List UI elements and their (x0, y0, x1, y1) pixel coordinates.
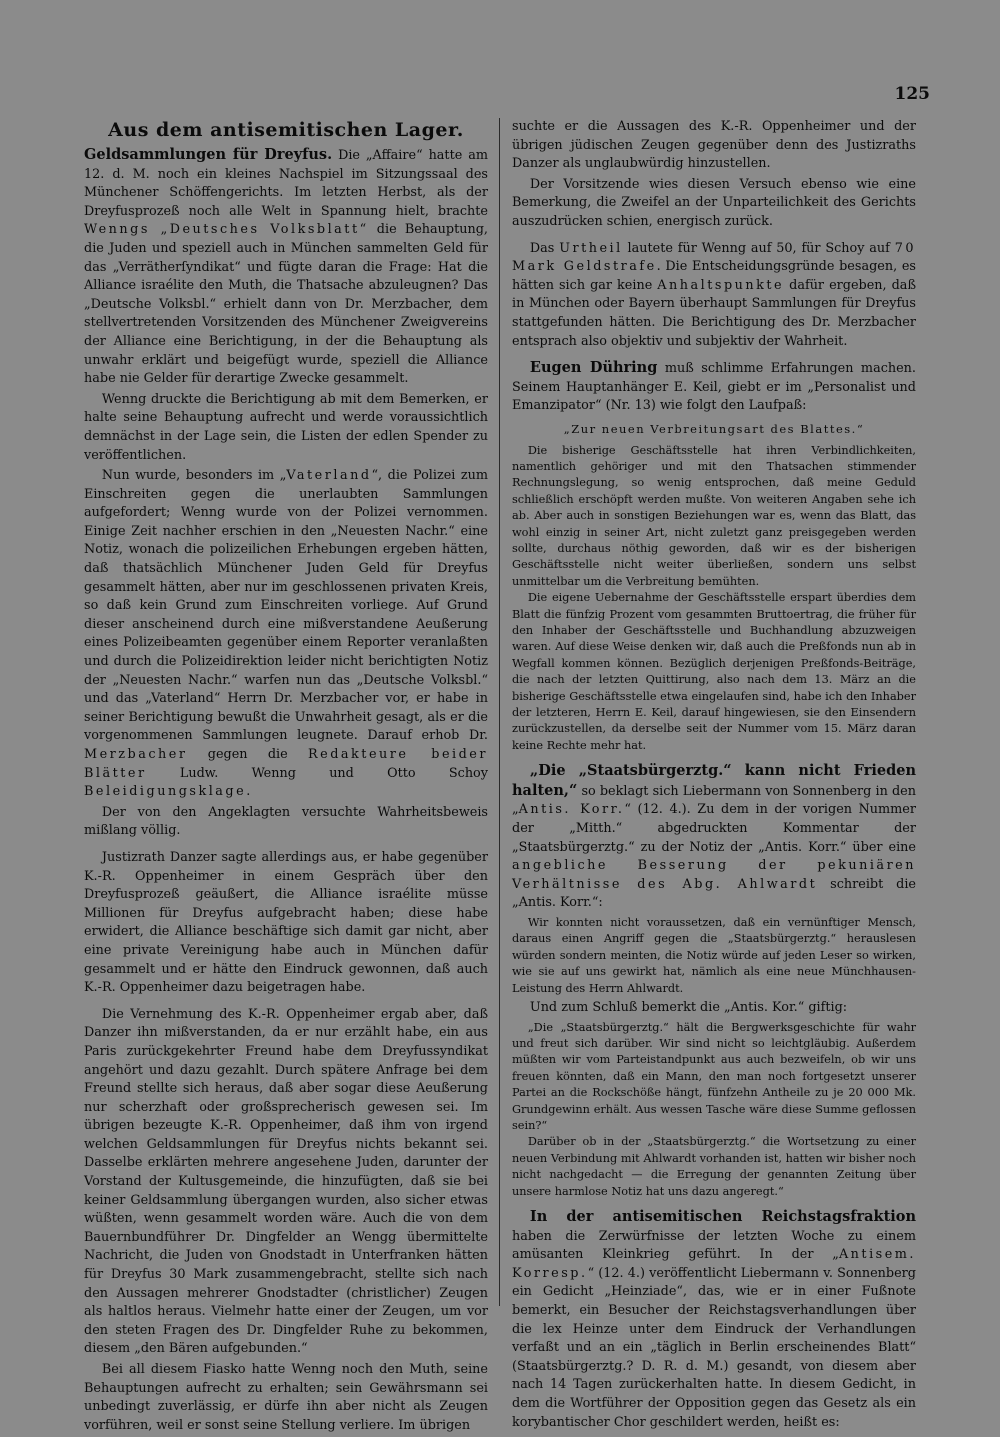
text: gegen die (187, 747, 309, 762)
text: “ (12. 4.) veröffentlicht Liebermann v. Sonnenberg ein Gedicht „Heinziade“, das, wie er in einer Fußnote bemerkt, ein Besucher der Reichstagsverhandlungen über die lex Heinze unter dem Eindruck der Verhandlungen verfaßt und an ein „täglich in Berlin erscheinendes Blatt“ (Staatsbürgerztg.? D. R. d. M.) gesandt, von diesem aber nach 14 Tagen zurückerhalten hatte. In diesem Gedicht, in dem die Wortführer der Opposition gegen das Gesetz als ein korybantischer Chor geschildert werden, heißt es: (512, 1265, 916, 1430)
section-heading: „Die „Staatsbürgerztg.“ kann nicht Frieden halten,“ (512, 762, 916, 799)
paragraph (512, 762, 916, 913)
section-heading: In der antisemitischen Reichstagsfraktion (529, 1208, 916, 1226)
text: die Behauptung, die Juden und speziell auch in München sammelten Geld für das „Verrätherſyndikat“ und fügte daran die Frage: Hat die Alliance israélite den Muth, die Thatsache abzuleugnen? Das „Deutsche Volksbl.“ erhielt dann von Dr. Merzbacher, dem stellvertretenden Vorsitzenden des Münchener Zweigvereins der Alliance eine Berichtigung, in der die Behauptung als unwahr erklärt und beigefügt wurde, speziell die Alliance habe nie Gelder für derartige Zwecke gesammelt. (84, 222, 488, 387)
paragraph: Und zum Schluß bemerkt die „Antis. Kor.“ giftig: (529, 1000, 848, 1015)
paragraph (84, 146, 488, 389)
column-divider (499, 118, 500, 1306)
text: muß schlimme Erfahrungen machen. Seinem Hauptanhänger E. Keil, giebt er im „Personalist und Emanzipator“ (Nr. 13) wie folgt den Laufpaß: (512, 361, 916, 414)
text: Nun wurde, besonders im „ (101, 468, 287, 484)
spaced-text: 70 Mark Geldstrafe (512, 240, 916, 275)
text: Die „Affaire“ hatte am 12. d. M. noch ein kleines Nachspiel im Sitzungssaal des Münchener Schöffengerichts. Im letzten Herbst, als der Dreyfusprozeß noch alle Welt in Spannung hielt, brachte (84, 148, 488, 219)
spaced-text: Urtheil (559, 240, 623, 256)
spaced-text: Merzbacher (84, 747, 188, 762)
paragraph (512, 359, 916, 416)
paragraph (512, 1208, 916, 1432)
page-title: Aus dem antisemitischen Lager. (108, 119, 464, 141)
quote-paragraph: „Die „Staatsbürgerztg.“ hält die Bergwerksgeschichte für wahr und freut sich darüber. Wir sind nicht so leichtgläubig. Außerdem müßten wir vom Parteistandpunkt aus auch bezweifeln, ob wir uns freuen könnten, daß ein Mann, den man noch fortgesetzt unserer Partei an die Rockschöße hängt, fünfzehn Antheile zu je 20 000 Mk. Grundgewinn erhält. Aus wessen Tasche wäre diese Summe geflossen sein?“ (512, 1020, 916, 1133)
paragraph: Justizrath Danzer sagte allerdings aus, er habe gegenüber K.-R. Oppenheimer in einem Gespräch über den Dreyfusprozeß geäußert, die Alliance israélite müsse Millionen für Dreyfus aufgebracht haben; diese habe erwidert, die Alliance beschäftige sich damit gar nicht, aber eine private Vereinigung habe auch in München dafür gesammelt und er hätte den Eindruck gewonnen, daß auch K.-R. Oppenheimer dazu beigetragen habe. (84, 849, 488, 996)
quote-block (512, 1020, 916, 1200)
spaced-text: Anhaltspunkte (657, 277, 785, 293)
paragraph: Der Vorsitzende wies diesen Versuch ebenso wie eine Bemerkung, die Zweifel an der Unparteilichkeit des Gerichts auszudrücken schien, energisch zurück. (512, 176, 916, 229)
paragraph (84, 467, 488, 802)
left-column (84, 118, 488, 1437)
text: . Die Entscheidungsgründe besagen, es hätten sich gar keine (512, 259, 916, 293)
spaced-text: Redakteure beider Blätter (84, 747, 488, 781)
spaced-text: Antis. Korr. (518, 802, 625, 818)
text: Das (529, 240, 560, 256)
section-heading: Eugen Dühring (529, 359, 658, 377)
quote-title: „Zur neuen Verbreitungsart des Blattes.“ (563, 421, 865, 436)
text: lautete für Wenng auf 50, für Schoy auf (622, 240, 895, 256)
text: dafür ergeben, daß in München oder Bayern überhaupt Sammlungen für Dreyfus stattgefunden hätten. Die Berichtigung des Dr. Merzbacher entsprach also objektiv und subjektiv der Wahrheit. (512, 277, 916, 349)
spaced-text: Wenngs „Deutsches Volksblatt“ (84, 222, 369, 238)
spaced-text: Beleidigungsklage (84, 784, 247, 800)
text: schreibt die „Antis. Korr.“: (512, 876, 916, 911)
text: “, die Polizei zum Einschreiten gegen die unerlaubten Sammlungen aufgefordert; Wenng wurde von der Polizei vernommen. Einige Zeit nachher erschien in den „Neuesten Nachr.“ eine Notiz, wonach die polizeilichen Erhebungen ergeben hätten, daß thatsächlich Münchener Juden Geld für Dreyfus gesammelt hätten, aber nur im geschlossenen privaten Kreis, so daß kein Grund zum Einschreiten vorliege. Auf Grund dieser anscheinend durch eine mißverstandene Aeußerung eines Polizeibeamten gegenüber einem Reporter veranlaßten und durch die Polizeidirektion leider nicht berichtigten Notiz der „Neuesten Nachr.“ warfen nun das „Deutsche Volksbl.“ und das „Vaterland“ Herrn Dr. Merzbacher vor, er habe in seiner Berichtigung bewußt die Unwahrheit gesagt, als er die vorgenommenen Sammlungen leugnete. Darauf erhob Dr. (84, 468, 488, 744)
text: “ (12. 4.). Zu dem in der vorigen Nummer der „Mitth.“ abgedruckten Kommentar der „Staatsbürgerztg.“ zu der Notiz der „Antis. Korr.“ über eine (512, 802, 916, 855)
paragraph: Die Vernehmung des K.-R. Oppenheimer ergab aber, daß Danzer ihn mißverstanden, da er nur erzählt habe, ein aus Paris zurückgekehrter Freund habe dem Dreyfussyndikat angehört und dazu gezahlt. Durch spätere Anfrage bei dem Freund stellte sich heraus, daß aber sogar diese Aeußerung nur scherzhaft oder großsprecherisch gewesen sei. Im übrigen bezeugte K.-R. Oppenheimer, daß ihm von irgend welchen Geldsammlungen für Dreyfus nichts bekannt sei. Dasselbe erklärten mehrere angesehene Juden, darunter der Vorstand der Kultusgemeinde, die hinzufügten, daß sie bei keiner Geldsammlung übergangen wurden, also sicher etwas wüßten, wenn gesammelt worden wäre. Auch die von dem Bauernbundführer Dr. Dingfelder an Wengg übermittelte Nachricht, die Juden von Gnodstadt in Unterfranken hätten für Dreyfus 30 Mark zusammengebracht, stellte sich nach den Aussagen mehrerer Gnodstadter (christlicher) Zeugen als haltlos heraus. Vielmehr hatte einer der Zeugen, um vor den steten Fragen des Dr. Dingfelder Ruhe zu bekommen, diesem „den Bären aufgebunden.“ (84, 1006, 488, 1357)
quote-paragraph: Die bisherige Geschäftsstelle hat ihren Verbindlichkeiten, namentlich gehöriger und mit den Thatsachen stimmender Rechnungslegung, so wenig entsprochen, daß meine Geduld schließlich erschöpft werden mußte. Von weiteren Angaben sehe ich ab. Aber auch in sonstigen Beziehungen war es, wenn das Blatt, das wohl einzig in seiner Art, nicht zuletzt ganz preisgegeben werden sollte, durchaus nöthig geworden, daß wir es der bisherigen Geschäftsstelle nicht weiter überließen, sondern uns selbst unmittelbar um die Verbreitung bemühten. (512, 443, 916, 588)
text: haben die Zerwürfnisse der letzten Woche zu einem amüsanten Kleinkrieg geführt. In der „ (512, 1228, 916, 1263)
paragraph: suchte er die Aussagen des K.-R. Oppenheimer und der übrigen jüdischen Zeugen gegenüber denn des Justizraths Danzer als unglaubwürdig hinzustellen. (512, 119, 916, 172)
paragraph: Bei all diesem Fiasko hatte Wenng noch den Muth, seine Behauptungen aufrecht zu erhalten; sein Gewährsmann sei unbedingt zuverlässig, er dürfe ihn aber nicht als Zeugen vorführen, weil er sonst seine Stellung verliere. Im übrigen (84, 1362, 488, 1433)
spaced-text: Vaterland (286, 468, 372, 484)
quote-paragraph: Wir konnten nicht voraussetzen, daß ein vernünftiger Mensch, daraus einen Angriff gegen die „Staatsbürgerztg.“ herauslesen würden sondern meinten, die Notiz würde auf jeden Leser so wirken, wie sie auf uns gewirkt hat, nämlich als eine neue Münchhausen-Leistung des Herrn Ahlwardt. (512, 915, 916, 995)
text: so beklagt sich Liebermann von Sonnenberg in den „ (512, 783, 916, 818)
right-column (512, 118, 916, 1434)
paragraph: Wenng druckte die Berichtigung ab mit dem Bemerken, er halte seine Behauptung aufrecht und werde voraussichtlich demnächst in der Lage sein, die Listen der edlen Spender zu veröffentlichen. (84, 391, 488, 463)
paragraph: Der von den Angeklagten versuchte Wahrheitsbeweis mißlang völlig. (84, 804, 488, 839)
quote-paragraph: Darüber ob in der „Staatsbürgerztg.“ die Wortsetzung zu einer neuen Verbindung mit Ahlwardt vorhanden ist, hatten wir bisher noch nicht nachgedacht — die Erregung der genannten Zeitung über unsere harmlose Notiz hat uns dazu angeregt.“ (512, 1135, 916, 1198)
quote-block (512, 915, 916, 997)
spaced-text: Antisem. Korresp. (512, 1247, 916, 1281)
quote-paragraph: Die eigene Uebernahme der Geschäftsstelle erspart überdies dem Blatt die fünfzig Prozent vom gesammten Bruttoertrag, die früher für den Inhaber der Geschäftsstelle und Buchhandlung abzuzweigen waren. Auf diese Weise denken wir, daß auch die Preßfonds nun ab in Wegfall kommen können. Bezüglich derjenigen Preßfonds-Beiträge, die nach der letzten Quittirung, also nach dem 13. März an die bisherige Geschäftsstelle etwa eingelaufen sind, habe ich den Inhaber der letzteren, Herrn E. Keil, darauf hingewiesen, sie den Einsendern zurückzustellen, da derselbe seit der Nummer vom 15. März daran keine Rechte mehr hat. (512, 591, 916, 752)
text: . (246, 784, 251, 800)
section-heading: Geldsammlungen für Dreyfus. (84, 146, 333, 163)
paragraph (512, 240, 916, 352)
quote-block (512, 443, 916, 755)
page-number: 125 (894, 84, 930, 104)
spaced-text: angebliche Besserung der pekuniären Verhältnisse des Abg. Ahlwardt (512, 858, 916, 892)
text: Ludw. Wenng und Otto Schoy (146, 765, 488, 781)
